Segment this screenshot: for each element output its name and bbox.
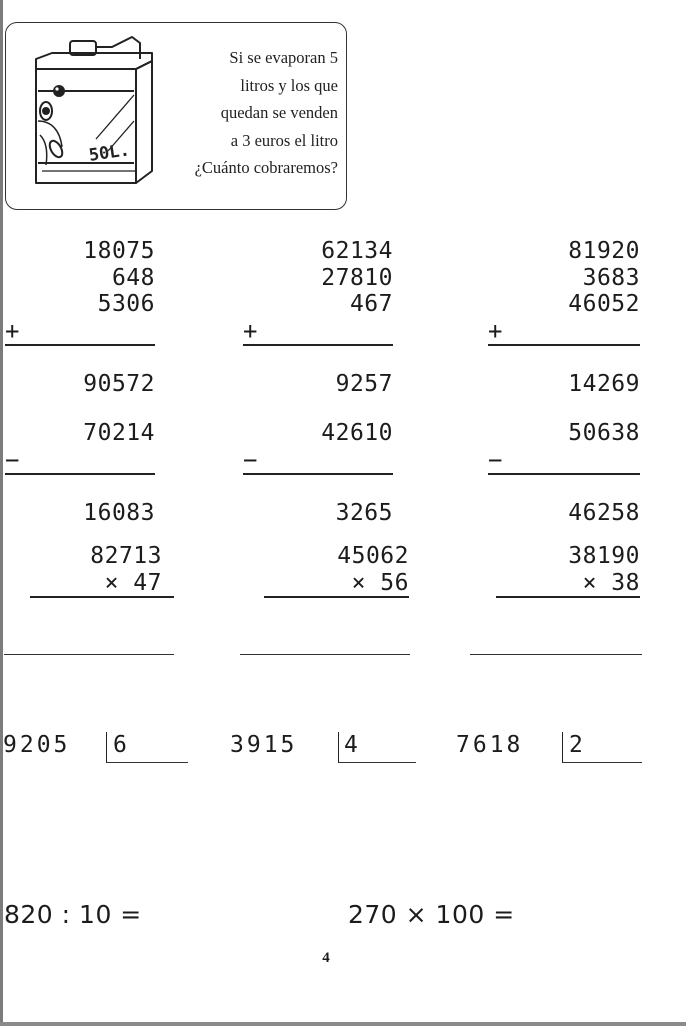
can-volume-label: 50L. <box>87 140 131 166</box>
dividend: 7618 <box>456 732 524 758</box>
subtrahend-row <box>5 445 155 526</box>
minus-sign: − <box>488 445 503 474</box>
quotient-line <box>338 762 416 763</box>
addend-last <box>488 316 640 397</box>
plus-sign: + <box>488 316 503 345</box>
page-bottom-edge <box>0 1022 686 1026</box>
divisor: 4 <box>344 732 358 758</box>
problem-line: a 3 euros el litro <box>230 130 338 150</box>
subtrahend: 16083 <box>83 499 155 526</box>
multiplier: × 38 <box>582 569 640 596</box>
addend: 62134 <box>321 238 393 264</box>
minus-sign: − <box>243 445 258 474</box>
addend: 648 <box>111 264 155 291</box>
subtrahend-row <box>243 445 393 526</box>
multiplier: × 47 <box>104 569 162 596</box>
addend: 467 <box>349 291 393 317</box>
minuend: 70214 <box>83 420 155 446</box>
addend: 27810 <box>321 264 393 291</box>
multiplication-2 <box>264 543 409 598</box>
divisor: 6 <box>113 732 127 758</box>
product-rule <box>496 596 640 598</box>
problem-line: Si se evaporan 5 <box>229 48 338 67</box>
dividend: 3915 <box>230 732 298 758</box>
expression-multiplication-by-100: 270 × 100 = <box>348 900 515 929</box>
addition-3 <box>488 238 640 397</box>
result-line <box>240 654 410 655</box>
division-bracket <box>338 732 339 762</box>
addend: 5306 <box>97 291 155 317</box>
product-rule <box>264 596 409 598</box>
multiplication-3 <box>496 543 640 598</box>
addend: 9257 <box>335 370 393 397</box>
addend: 14269 <box>568 370 640 397</box>
addition-1 <box>5 238 155 397</box>
subtrahend: 46258 <box>568 499 640 526</box>
word-problem-box <box>5 22 347 210</box>
addend: 81920 <box>568 238 640 264</box>
minuend: 50638 <box>568 420 640 446</box>
problem-line: ¿Cuánto cobraremos? <box>194 158 338 177</box>
subtrahend: 3265 <box>335 499 393 526</box>
addition-2 <box>243 238 393 397</box>
result-line <box>470 654 642 655</box>
division-bracket <box>562 732 563 762</box>
minuend: 42610 <box>321 420 393 446</box>
problem-line: litros y los que <box>240 75 338 95</box>
page-number: 4 <box>322 950 330 966</box>
multiplicand: 45062 <box>337 543 409 569</box>
multiplicand: 82713 <box>90 543 162 569</box>
problem-line: quedan se venden <box>220 103 338 122</box>
problem-statement <box>166 44 338 182</box>
oil-can-illustration <box>12 31 162 196</box>
addend-last <box>243 316 393 397</box>
plus-sign: + <box>5 316 20 345</box>
subtrahend-row <box>488 445 640 526</box>
quotient-line <box>106 762 188 763</box>
divisor: 2 <box>569 732 583 758</box>
addend: 3683 <box>582 264 640 291</box>
product-rule <box>30 596 174 598</box>
plus-sign: + <box>243 316 258 345</box>
minus-sign: − <box>5 445 20 474</box>
multiplier: × 56 <box>351 569 409 596</box>
addend-last <box>5 316 155 397</box>
multiplication-1 <box>30 543 174 598</box>
subtraction-1 <box>5 420 155 526</box>
addend: 90572 <box>83 370 155 397</box>
subtraction-2 <box>243 420 393 526</box>
quotient-line <box>562 762 642 763</box>
addend: 18075 <box>83 238 155 264</box>
result-line <box>4 654 174 655</box>
expression-division-by-10: 820 : 10 = <box>4 900 142 929</box>
division-bracket <box>106 732 107 762</box>
dividend: 9205 <box>3 732 71 758</box>
multiplicand: 38190 <box>568 543 640 569</box>
subtraction-3 <box>488 420 640 526</box>
addend: 46052 <box>568 291 640 317</box>
page-left-edge <box>0 0 3 1026</box>
